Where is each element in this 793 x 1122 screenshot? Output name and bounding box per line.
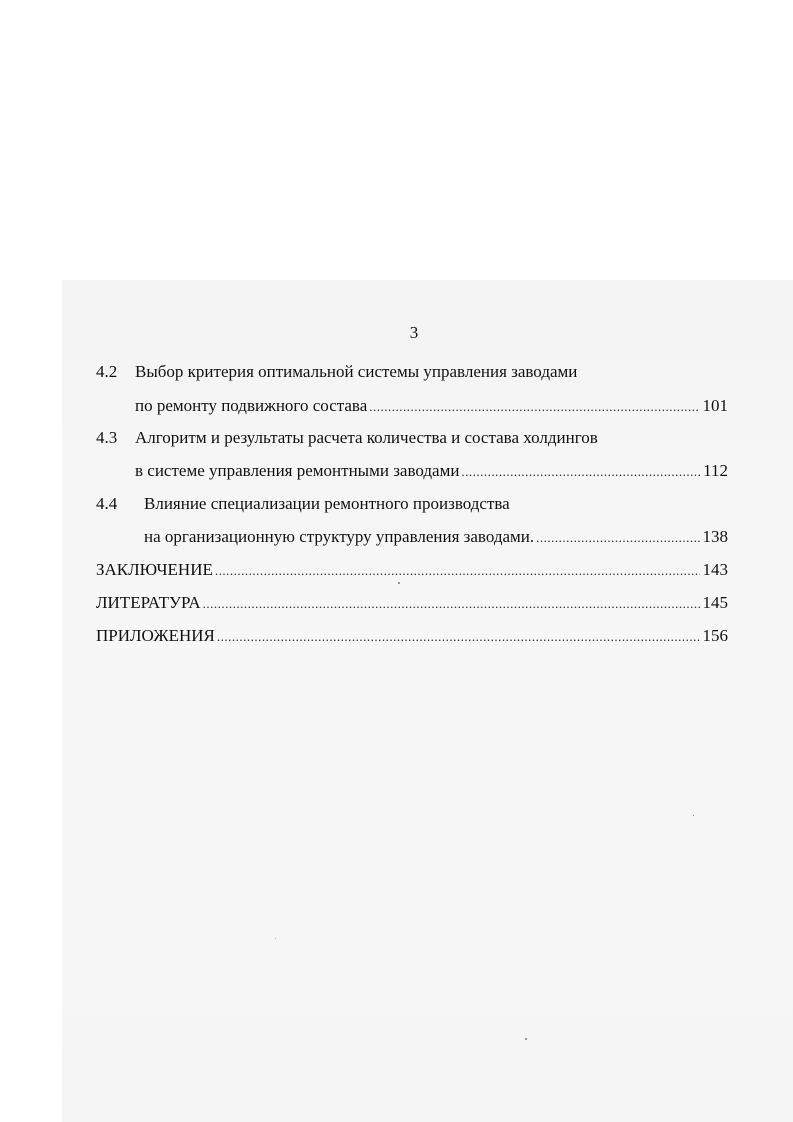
dot-leader bbox=[461, 461, 700, 483]
toc-page-number: 145 bbox=[702, 593, 728, 612]
toc-entry-title: Алгоритм и результаты расчета количества и состава холдингов bbox=[135, 428, 598, 447]
page-number: 3 bbox=[409, 323, 419, 342]
toc-entry-title: Выбор критерия оптимальной системы управления заводами bbox=[135, 362, 578, 381]
dot-leader bbox=[536, 527, 699, 549]
scan-speck bbox=[398, 582, 400, 584]
toc-entry-title: ЛИТЕРАТУРА bbox=[96, 593, 201, 612]
toc-entry-4-3-continuation bbox=[135, 460, 728, 483]
toc-entry-4-4-continuation bbox=[144, 526, 728, 549]
dot-leader bbox=[217, 626, 700, 648]
toc-entry-title: ПРИЛОЖЕНИЯ bbox=[96, 626, 215, 645]
toc-entry-literature bbox=[96, 592, 728, 615]
toc-entry-appendices bbox=[96, 625, 728, 648]
toc-entry-number: 4.3 bbox=[96, 428, 118, 447]
toc-entry-conclusion bbox=[96, 559, 728, 582]
scan-speck bbox=[693, 815, 694, 816]
toc-entry-title-continued: по ремонту подвижного состава bbox=[135, 396, 368, 415]
toc-page-number: 101 bbox=[702, 396, 728, 415]
toc-entry-number: 4.2 bbox=[96, 362, 118, 381]
toc-entry-title-continued: в системе управления ремонтными заводами bbox=[135, 461, 460, 480]
toc-page-number: 138 bbox=[702, 527, 728, 546]
toc-entry-title: Влияние специализации ремонтного производства bbox=[144, 494, 510, 513]
toc-entry-4-2-continuation bbox=[135, 395, 728, 418]
toc-entry-title-continued: на организационную структуру управления заводами. bbox=[144, 527, 535, 546]
dot-leader bbox=[369, 396, 699, 418]
toc-entry-4-4-heading bbox=[96, 493, 736, 515]
toc-page-number: 156 bbox=[702, 626, 728, 645]
toc-entry-number: 4.4 bbox=[96, 494, 118, 513]
dot-leader bbox=[203, 593, 700, 615]
toc-entry-4-3-heading bbox=[96, 427, 736, 449]
toc-entry-4-2-heading bbox=[96, 361, 736, 383]
toc-page-number: 112 bbox=[703, 461, 728, 480]
scan-speck bbox=[525, 1038, 527, 1040]
toc-entry-title: ЗАКЛЮЧЕНИЕ bbox=[96, 560, 213, 579]
dot-leader bbox=[215, 560, 700, 582]
scan-speck bbox=[275, 938, 276, 939]
toc-page-number: 143 bbox=[702, 560, 728, 579]
